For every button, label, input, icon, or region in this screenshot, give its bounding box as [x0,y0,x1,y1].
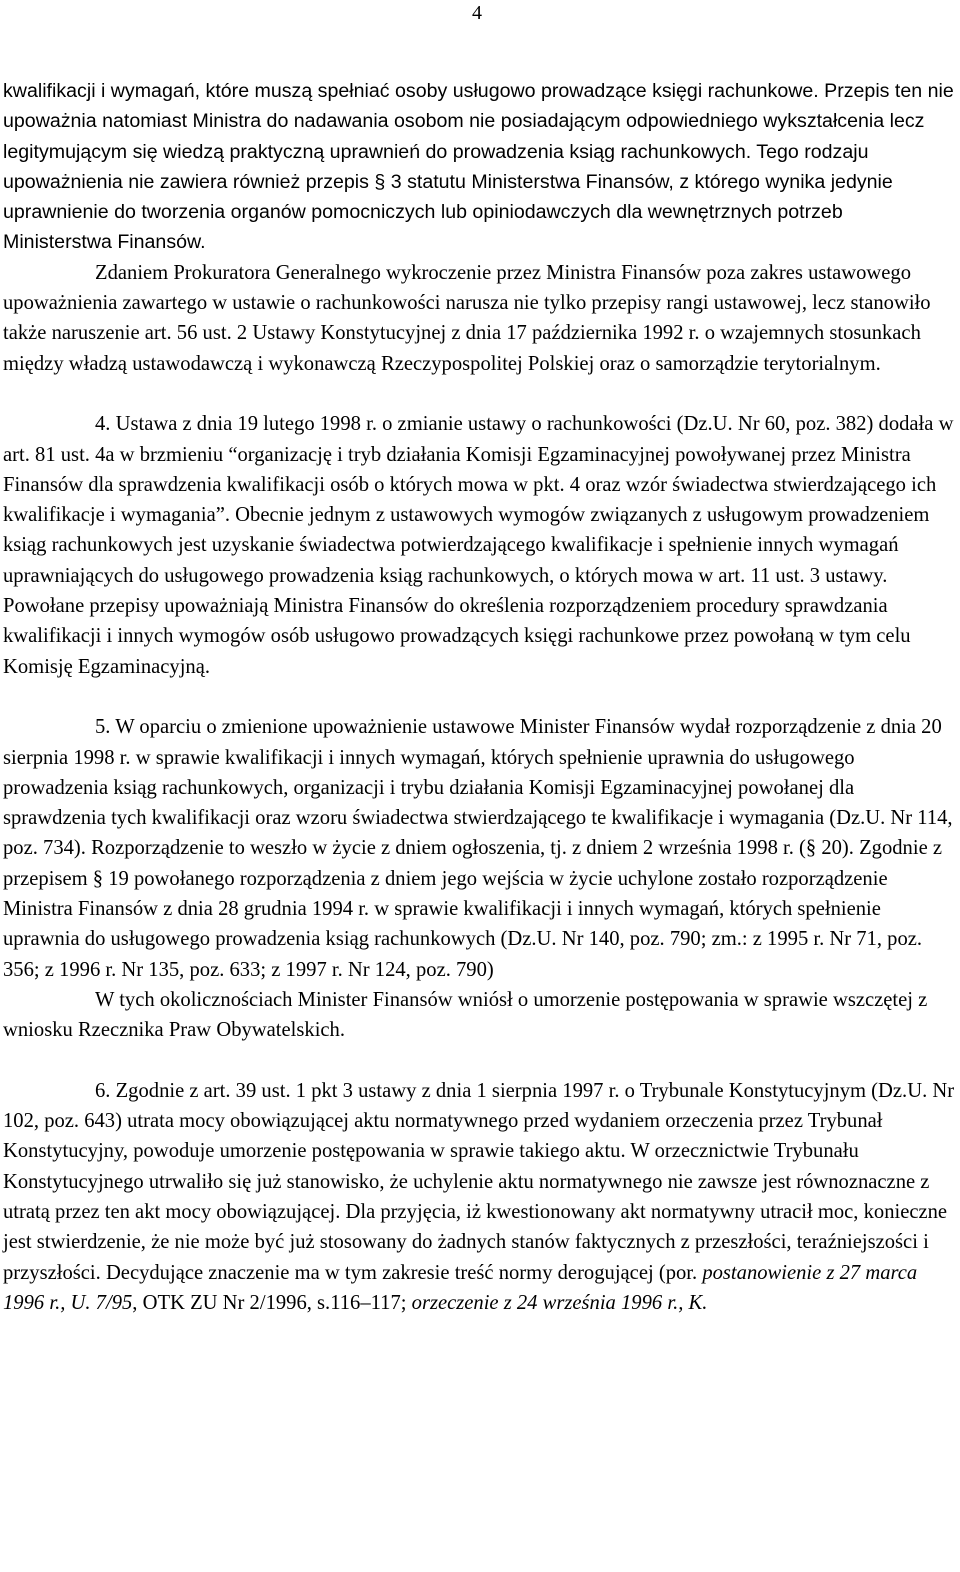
paragraph-6-text: 6. Zgodnie z art. 39 ust. 1 pkt 3 ustawy z dnia 1 sierpnia 1997 r. o Trybunale Konstytucyjnym (Dz.U. Nr 102, poz. 643) utrata mocy obowiązującej aktu normatywnego przed wydaniem orzeczenia przez Trybunał Konstytucyjny, powoduje umorzenie postępowania w sprawie takiego aktu. W orzecznictwie Trybunału Konstytucyjnego utrwaliło się już stanowisko, że uchylenie aktu normatywnego nie zawsze jest równoznaczne z utratą przez ten akt mocy obowiązującej. Dla przyjęcia, iż kwestionowany akt normatywny utracił moc, konieczne jest stwierdzenie, że nie może być już stosowany do żadnych stanów faktycznych z przeszłości, teraźniejszości i przyszłości. Decydujące znaczenie ma w tym zakresie treść normy derogującej (por. [3,1079,955,1284]
paragraph-1: kwalifikacji i wymagań, które muszą spełniać osoby usługowo prowadzące księgi rachunkowe. Przepis ten nie upoważnia natomiast Ministra do nadawania osobom nie posiadającym odpowiedniego wykształcenia lecz legitymującym się wiedzą praktyczną uprawnień do prowadzenia ksiąg rachunkowych. Tego rodzaju upoważnienia nie zawiera również przepis § 3 statutu Ministerstwa Finansów, z którego wynika jedynie uprawnienie do tworzenia organów pomocniczych lub opiniodawczych dla wewnętrznych potrzeb Ministerstwa Finansów. [3,80,954,254]
paragraph-3: 4. Ustawa z dnia 19 lutego 1998 r. o zmianie ustawy o rachunkowości (Dz.U. Nr 60, poz. 382) dodała w art. 81 ust. 4a w brzmieniu “organizację i tryb działania Komisji Egzaminacyjnej powoływanej przez Ministra Finansów dla sprawdzenia kwalifikacji osób o których mowa w pkt. 4 oraz wzór świadectwa stwierdzającego ich kwalifikacje i wymagania”. Obecnie jednym z ustawowych wymogów związanych z usługowym prowadzeniem ksiąg rachunkowych jest uzyskanie świadectwa potwierdzającego kwalifikacje i spełnienie innych wymagań uprawniających do usługowego prowadzenia ksiąg rachunkowych, o których mowa w art. 11 ust. 3 ustawy. Powołane przepisy upoważniają Ministra Finansów do określenia rozporządzeniem procedury sprawdzania kwalifikacji i innych wymogów osób usługowo prowadzących księgi rachunkowe przez powołaną w tym celu Komisję Egzaminacyjną. [3,413,954,678]
document-body [3,76,957,1318]
paragraph-6-text-2: , OTK ZU Nr 2/1996, s.116–117; [132,1291,412,1314]
page-number: 4 [472,2,482,24]
paragraph-6-citation-1: postanowienie z 27 marca 1996 r., U. 7/95 [3,1261,918,1314]
paragraph-2: Zdaniem Prokuratora Generalnego wykroczenie przez Ministra Finansów poza zakres ustawowego upoważnienia zawartego w ustawie o rachunkowości narusza nie tylko przepisy rangi ustawowej, lecz stanowiło także naruszenie art. 56 ust. 2 Ustawy Konstytucyjnej z dnia 17 października 1992 r. o wzajemnych stosunkach między władzą ustawodawczą i wykonawczą Rzeczypospolitej Polskiej oraz o samorządzie terytorialnym. [3,261,931,375]
paragraph-4: 5. W oparciu o zmienione upoważnienie ustawowe Minister Finansów wydał rozporządzenie z dnia 20 sierpnia 1998 r. w sprawie kwalifikacji i innych wymagań, których spełnienie uprawnia do usługowego prowadzenia ksiąg rachunkowych, organizacji i trybu działania Komisji Egzaminacyjnej powołanej dla sprawdzenia tych kwalifikacji oraz wzoru świadectwa stwierdzającego te kwalifikacje i wymagania (Dz.U. Nr 114, poz. 734). Rozporządzenie to weszło w życie z dniem ogłoszenia, tj. z dniem 2 września 1998 r. (§ 20). Zgodnie z przepisem § 19 powołanego rozporządzenia z dniem jego wejścia w życie uchylone zostało rozporządzenie Ministra Finansów z dnia 28 grudnia 1994 r. w sprawie kwalifikacji i innych wymagań, których spełnienie uprawnia do usługowego prowadzenia ksiąg rachunkowych (Dz.U. Nr 140, poz. 790; zm.: z 1995 r. Nr 71, poz. 356; z 1996 r. Nr 135, poz. 633; z 1997 r. Nr 124, poz. 790) [3,716,953,981]
paragraph-6 [3,1076,957,1318]
paragraph-6-citation-2: orzeczenie z 24 września 1996 r., K. [411,1291,708,1314]
paragraph-5: W tych okolicznościach Minister Finansów wniósł o umorzenie postępowania w sprawie wszczętej z wniosku Rzecznika Praw Obywatelskich. [3,988,928,1042]
